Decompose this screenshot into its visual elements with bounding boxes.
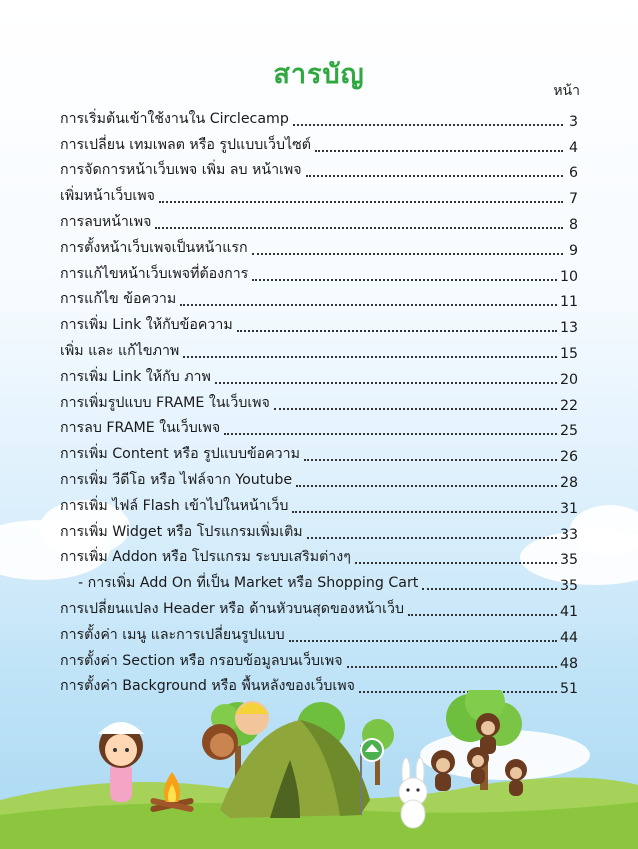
toc-entry-page: 22 [559,397,578,414]
toc-entry-page: 9 [568,242,578,259]
toc-entry-page: 4 [568,139,578,156]
dot-leader [307,537,557,539]
toc-entry-title: การจัดการหน้าเว็บเพจ เพิ่ม ลบ หน้าเพจ [60,162,302,179]
dot-leader [252,253,563,255]
toc-entry [60,491,578,517]
toc-entry [60,130,578,156]
table-of-contents [60,104,578,697]
toc-entry [60,207,578,233]
toc-entry-title: การเพิ่ม วีดีโอ หรือ ไฟล์จาก Youtube [60,471,293,488]
toc-entry-title: การลบ FRAME ในเว็บเพจ [60,420,221,437]
toc-entry-title: การเปลี่ยน เทมเพลต หรือ รูปแบบเว็บไซต์ [60,136,312,153]
toc-entry-page: 3 [568,113,578,130]
toc-entry [60,439,578,465]
toc-entry-title: การเปลี่ยนแปลง Header หรือ ด้านหัวบนสุดของหน้าเว็บ [60,600,404,617]
dot-leader [422,588,557,590]
toc-entry [60,594,578,620]
toc-entry [60,181,578,207]
page-title: สารบัญ [273,59,365,90]
rabbit [399,758,427,828]
dot-leader [355,562,557,564]
toc-entry-page: 10 [559,268,578,285]
monkey [431,750,455,791]
dot-leader [408,614,557,616]
toc-entry-page: 48 [559,655,578,672]
toc-entry-page: 28 [559,474,578,491]
toc-entry-page: 44 [559,629,578,646]
toc-entry-title: เพิ่ม และ แก้ไขภาพ [60,342,180,359]
toc-entry [60,233,578,259]
dot-leader [293,124,563,126]
dot-leader [274,408,557,410]
toc-entry-page: 15 [559,345,578,362]
dot-leader [306,175,563,177]
dot-leader [180,304,557,306]
toc-entry [60,646,578,672]
dot-leader [296,485,557,487]
dot-leader [252,279,557,281]
toc-entry-page: 11 [559,294,578,311]
toc-entry-page: 33 [559,526,578,543]
toc-entry-title: การเพิ่มรูปแบบ FRAME ในเว็บเพจ [60,394,270,411]
page-column-header: หน้า [553,83,580,99]
toc-entry-title: การเพิ่ม Link ให้กับ ภาพ [60,368,211,385]
toc-entry-title: เพิ่มหน้าเว็บเพจ [60,188,155,205]
toc-entry-title: การเริ่มต้นเข้าใช้งานใน Circlecamp [60,110,289,127]
dot-leader [183,356,557,358]
toc-entry-page: 31 [559,500,578,517]
toc-entry-page: 6 [568,165,578,182]
dot-leader [159,201,563,203]
dot-leader [347,666,557,668]
toc-entry-title: การแก้ไขหน้าเว็บเพจที่ต้องการ [60,265,249,282]
toc-entry [60,104,578,130]
toc-entry [60,362,578,388]
toc-entry-title: การตั้งค่า Background หรือ พื้นหลังของเว็บเพจ [60,678,355,695]
toc-entry-page: 26 [559,449,578,466]
toc-entry-page: 7 [568,191,578,208]
toc-entry-title: การเพิ่ม Content หรือ รูปแบบข้อความ [60,446,300,463]
toc-entry [60,336,578,362]
dot-leader [224,433,557,435]
dot-leader [289,640,557,642]
toc-entry [60,388,578,414]
toc-entry-title: การตั้งค่า Section หรือ กรอบข้อมูลบนเว็บเพจ [60,652,343,669]
toc-entry [60,517,578,543]
toc-entry [60,156,578,182]
dot-leader [155,227,563,229]
toc-entry-title: การลบหน้าเพจ [60,213,152,230]
toc-sub-entry [60,568,578,594]
toc-entry [60,259,578,285]
toc-entry-page: 20 [559,371,578,388]
toc-entry-title: การเพิ่ม ไฟล์ Flash เข้าไปในหน้าเว็บ [60,497,289,514]
toc-entry [60,414,578,440]
dot-leader [292,511,557,513]
dot-leader [237,330,557,332]
toc-entry-title: การเพิ่ม Addon หรือ โปรแกรม ระบบเสริมต่างๆ [60,549,351,566]
toc-entry [60,310,578,336]
toc-entry-page: 35 [559,552,578,569]
toc-entry-page: 51 [559,681,578,698]
toc-entry-page: 8 [568,216,578,233]
toc-entry-page: 41 [559,603,578,620]
toc-entry-title: การแก้ไข ข้อความ [60,291,177,308]
camping-illustration [0,690,638,849]
toc-entry-page: 35 [559,578,578,595]
toc-entry [60,543,578,569]
toc-entry-page: 13 [559,320,578,337]
toc-entry-page: 25 [559,423,578,440]
toc-entry [60,465,578,491]
toc-entry-title: - การเพิ่ม Add On ที่เป็น Market หรือ Shopping Cart [78,575,419,592]
toc-entry [60,620,578,646]
toc-entry-title: การตั้งค่า เมนู และการเปลี่ยนรูปแบบ [60,626,285,643]
toc-entry-title: การเพิ่ม Widget หรือ โปรแกรมเพิ่มเติม [60,523,303,540]
dot-leader [304,459,557,461]
toc-entry-title: การตั้งหน้าเว็บเพจเป็นหน้าแรก [60,239,248,256]
dot-leader [215,382,557,384]
toc-entry-title: การเพิ่ม Link ให้กับข้อความ [60,317,233,334]
dot-leader [315,150,563,152]
toc-entry [60,285,578,311]
